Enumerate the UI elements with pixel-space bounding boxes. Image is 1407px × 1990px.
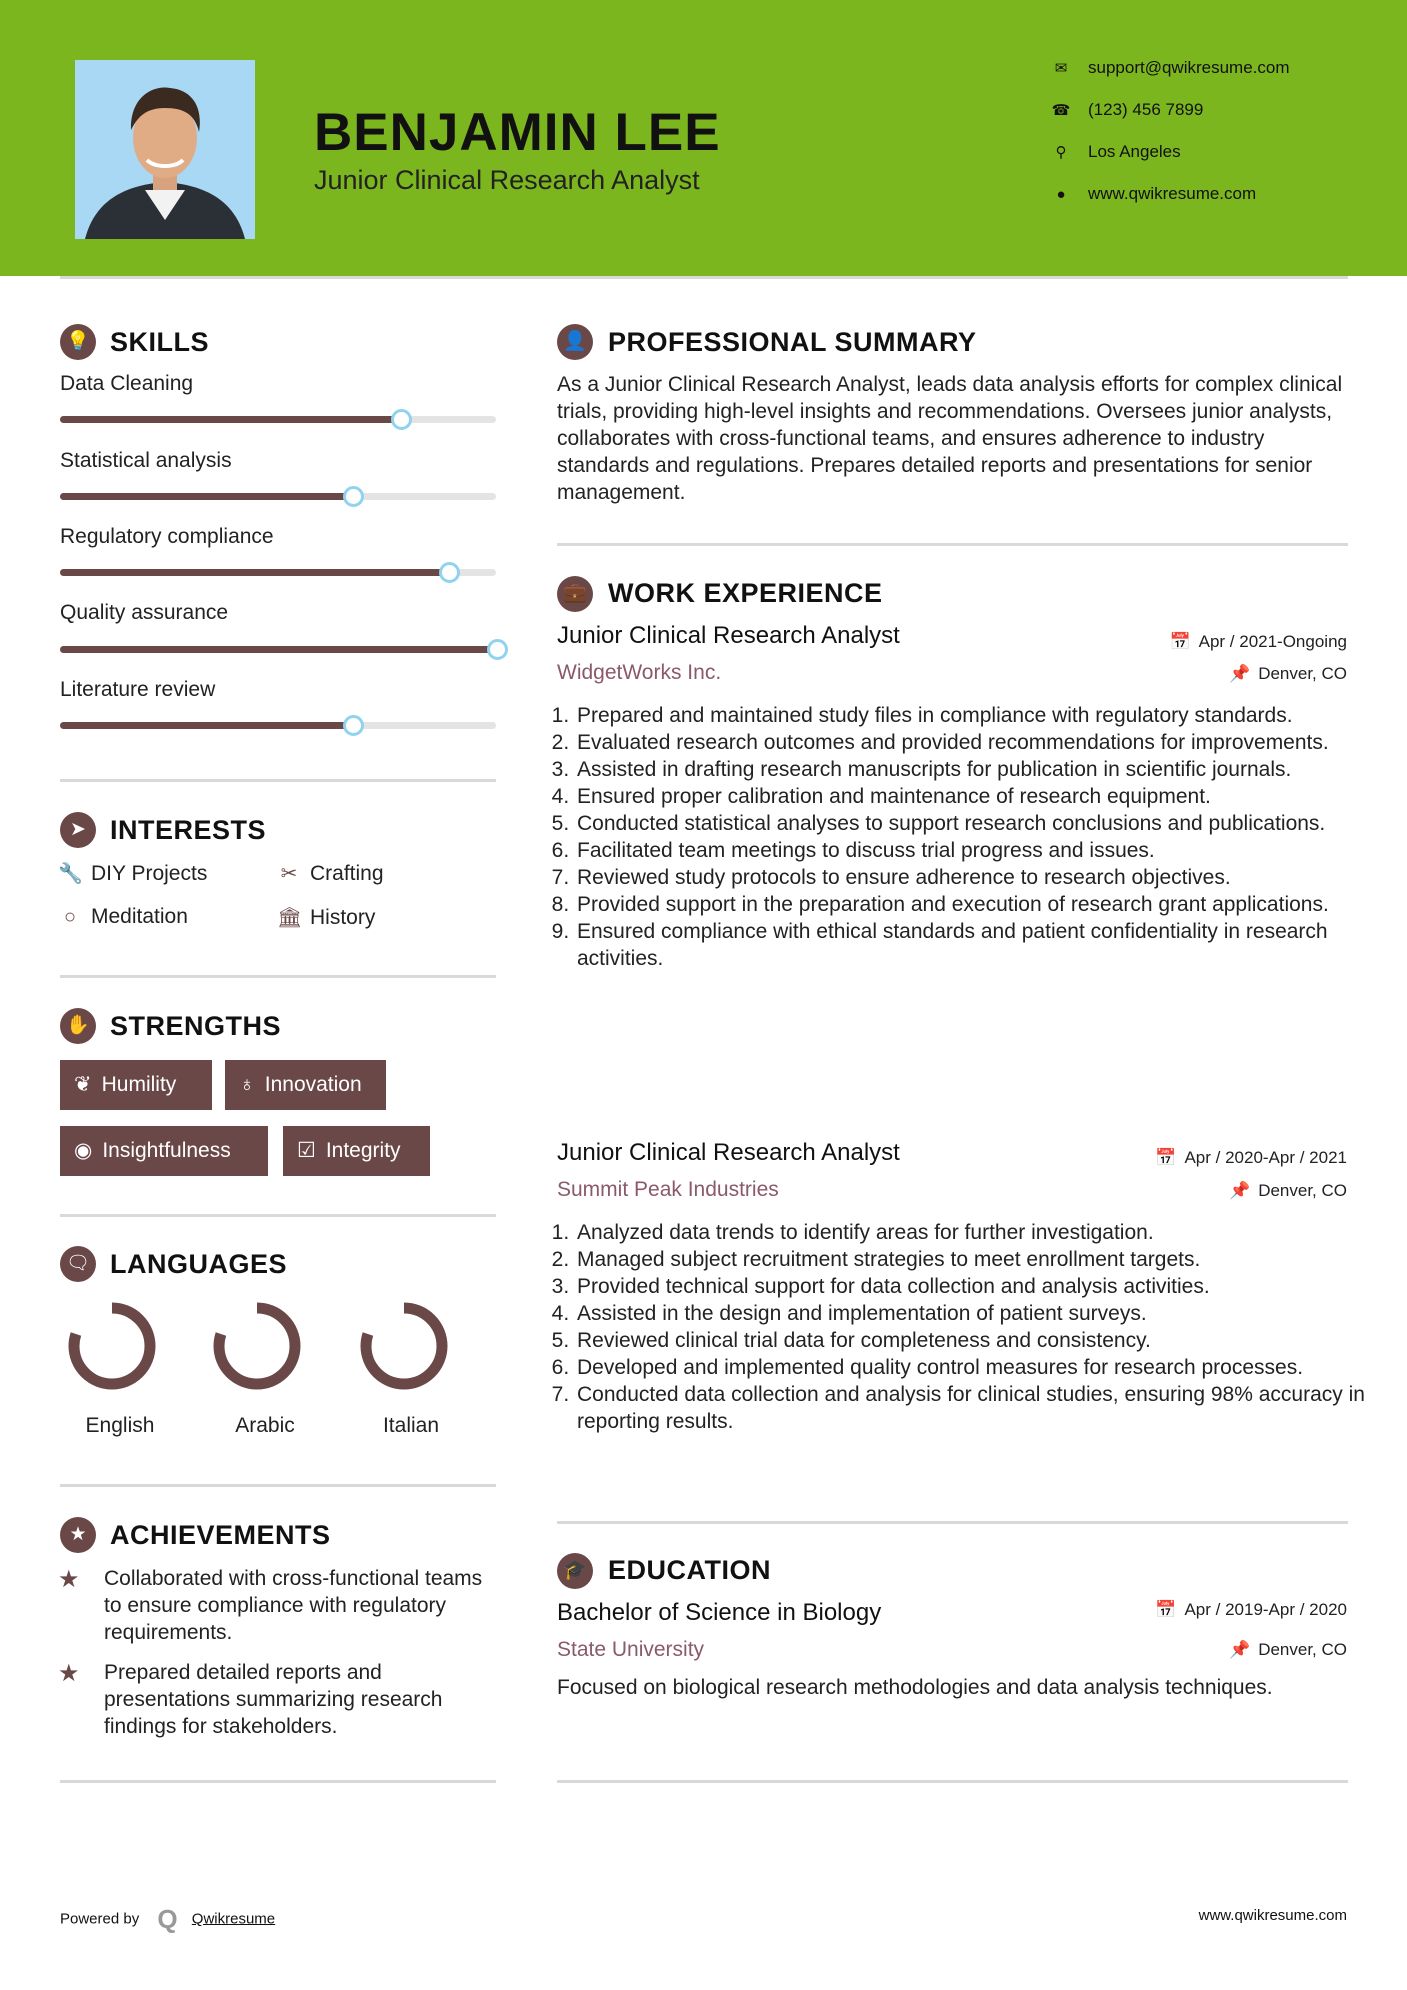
user-icon: 👤 [557, 324, 593, 360]
job-title: Junior Clinical Research Analyst [557, 622, 900, 649]
job-location: 📌 Denver, CO [1229, 1181, 1347, 1200]
eye-icon: ◉ [74, 1139, 93, 1162]
skill-bar-knob [343, 486, 364, 507]
contact-email[interactable]: ✉ support@qwikresume.com [1050, 58, 1290, 78]
skill-bar-knob [487, 639, 508, 660]
skill-bar-fill [60, 722, 352, 729]
calendar-icon: 📅 [1169, 632, 1191, 651]
pin-icon: 📌 [1229, 664, 1251, 683]
shooting-star-icon: ★ [58, 1566, 80, 1593]
interest-item: ○ Meditation [58, 905, 188, 929]
duty-item: 6. Facilitated team meetings to discuss trial progress and issues. [575, 837, 1365, 864]
lightbulb-icon: 💡 [60, 324, 96, 360]
raised-hand-icon: ✋ [60, 1008, 96, 1044]
duty-item: 2. Managed subject recruitment strategies to meet enrollment targets. [575, 1246, 1365, 1273]
skill-label: Data Cleaning [60, 372, 194, 395]
leaf-icon: ❦ [74, 1073, 92, 1096]
duty-item: 5. Conducted statistical analyses to support research conclusions and publications. [575, 810, 1365, 837]
skill-bar-fill [60, 569, 448, 576]
language-ring [213, 1302, 301, 1390]
globe-icon: ● [1056, 186, 1066, 203]
strength-badge: ♁ Innovation [225, 1060, 386, 1110]
strength-badge: ❦ Humility [60, 1060, 212, 1110]
language-ring [68, 1302, 156, 1390]
duty-item: 7. Reviewed study protocols to ensure adherence to research objectives. [575, 864, 1365, 891]
education-description: Focused on biological research methodologies and data analysis techniques. [557, 1676, 1273, 1699]
contact-location: ⚲ Los Angeles [1050, 142, 1181, 162]
languages-heading: LANGUAGES [110, 1249, 288, 1279]
pin-icon: 📌 [1229, 1181, 1251, 1200]
skill-bar-knob [439, 562, 460, 583]
degree: Bachelor of Science in Biology [557, 1599, 882, 1626]
header-banner [0, 0, 1407, 276]
skill-bar-fill [60, 416, 400, 423]
summary-heading: PROFESSIONAL SUMMARY [608, 327, 977, 357]
calendar-icon: 📅 [1155, 1600, 1177, 1619]
scissors-icon: ✂ [280, 863, 298, 885]
school-name: State University [557, 1638, 705, 1661]
header-divider [60, 276, 1348, 279]
skill-bar [60, 722, 496, 729]
skill-bar-knob [391, 409, 412, 430]
skill-bar-fill [60, 493, 352, 500]
section-divider [557, 543, 1348, 546]
lightbulb-icon: ♁ [239, 1073, 255, 1096]
skill-bar [60, 646, 496, 653]
job-duties [557, 702, 1365, 972]
profile-photo [75, 60, 255, 239]
shooting-star-icon: ★ [58, 1660, 80, 1687]
skill-label: Statistical analysis [60, 449, 232, 472]
duty-item: 7. Conducted data collection and analysis for clinical studies, ensuring 98% accuracy in reporting results. [575, 1381, 1365, 1435]
section-divider [557, 1780, 1348, 1783]
strength-badge: ☑ Integrity [283, 1126, 430, 1176]
duty-item: 4. Ensured proper calibration and maintenance of research equipment. [575, 783, 1365, 810]
duty-item: 3. Assisted in drafting research manuscripts for publication in scientific journals. [575, 756, 1365, 783]
education-location: 📌 Denver, CO [1229, 1640, 1347, 1659]
graduation-icon: 🎓 [557, 1553, 593, 1589]
museum-icon: 🏛 [277, 907, 303, 929]
language-ring [360, 1302, 448, 1390]
skill-label: Quality assurance [60, 601, 229, 624]
duty-item: 8. Provided support in the preparation and execution of research grant applications. [575, 891, 1365, 918]
skill-label: Literature review [60, 678, 216, 701]
duty-item: 5. Reviewed clinical trial data for completeness and consistency. [575, 1327, 1365, 1354]
job-dates: 📅 Apr / 2021-Ongoing [1169, 632, 1347, 651]
qwikresume-logo-icon: Q [157, 1904, 178, 1934]
section-divider [60, 1214, 496, 1217]
calendar-icon: 📅 [1155, 1148, 1177, 1167]
language-name: Italian [382, 1414, 440, 1437]
wrench-icon: 🔧 [58, 863, 83, 885]
job-dates: 📅 Apr / 2020-Apr / 2021 [1155, 1148, 1347, 1167]
circle-icon: ○ [63, 906, 77, 928]
interest-item: ✂ Crafting [277, 861, 384, 886]
checkbox-icon: ☑ [297, 1139, 316, 1162]
powered-by: Powered by Q Qwikresume [60, 1904, 276, 1934]
skill-bar-knob [343, 715, 364, 736]
achievement-item: Collaborated with cross-functional teams to ensure compliance with regulatory requirements. [104, 1567, 483, 1644]
candidate-title: Junior Clinical Research Analyst [314, 165, 700, 195]
skill-bar [60, 569, 496, 576]
language-name: English [85, 1414, 155, 1437]
strength-badge: ◉ Insightfulness [60, 1126, 268, 1176]
briefcase-icon: 💼 [557, 576, 593, 612]
company-name: WidgetWorks Inc. [557, 661, 722, 684]
education-dates: 📅 Apr / 2019-Apr / 2020 [1155, 1600, 1347, 1619]
achievement-item: Prepared detailed reports and presentations summarizing research findings for stakeholders. [104, 1661, 443, 1738]
envelope-icon: ✉ [1054, 60, 1068, 77]
interest-item: 🔧 DIY Projects [58, 862, 208, 885]
summary-text: As a Junior Clinical Research Analyst, leads data analysis efforts for complex clinical trials, providing high-level insights and recommendations. Oversees junior analysts, collaborates with cross-functional teams, and ensures adherence to industry standards and regulations. Prepares detailed reports and presentations for senior management. [557, 373, 1343, 504]
skill-bar [60, 493, 496, 500]
interest-item: 🏛 History [277, 906, 376, 929]
skill-bar-fill [60, 646, 496, 653]
footer-url[interactable]: www.qwikresume.com [1198, 1907, 1347, 1924]
contact-phone[interactable]: ☎ (123) 456 7899 [1051, 100, 1204, 119]
achievements-heading: ACHIEVEMENTS [110, 1520, 331, 1550]
duty-item: 2. Evaluated research outcomes and provided recommendations for improvements. [575, 729, 1365, 756]
contact-website[interactable]: ● www.qwikresume.com [1050, 184, 1256, 204]
education-heading: EDUCATION [608, 1555, 771, 1585]
skill-bar [60, 416, 496, 423]
candidate-name: BENJAMIN LEE [314, 103, 721, 162]
pin-icon: 📌 [1229, 1640, 1251, 1659]
duty-item: 1. Analyzed data trends to identify areas for further investigation. [575, 1219, 1365, 1246]
interests-heading: INTERESTS [110, 815, 267, 845]
section-divider [60, 1484, 496, 1487]
language-icon: 🗨 [60, 1246, 96, 1282]
phone-icon: ☎ [1051, 102, 1071, 119]
section-divider [60, 975, 496, 978]
duty-item: 3. Provided technical support for data collection and analysis activities. [575, 1273, 1365, 1300]
duty-item: 1. Prepared and maintained study files in compliance with regulatory standards. [575, 702, 1365, 729]
paper-plane-icon: ➤ [60, 812, 96, 848]
job-location: 📌 Denver, CO [1229, 664, 1347, 683]
duty-item: 9. Ensured compliance with ethical standards and patient confidentiality in research activities. [575, 918, 1365, 972]
strengths-heading: STRENGTHS [110, 1011, 282, 1041]
company-name: Summit Peak Industries [557, 1178, 779, 1201]
star-badge-icon: ★ [60, 1517, 96, 1553]
section-divider [60, 779, 496, 782]
skills-heading: SKILLS [110, 327, 210, 357]
job-duties [557, 1219, 1365, 1435]
section-divider [60, 1780, 496, 1783]
duty-item: 4. Assisted in the design and implementation of patient surveys. [575, 1300, 1365, 1327]
duty-item: 6. Developed and implemented quality control measures for research processes. [575, 1354, 1365, 1381]
skill-label: Regulatory compliance [60, 525, 274, 548]
qwikresume-link[interactable]: Qwikresume [191, 1910, 276, 1928]
experience-heading: WORK EXPERIENCE [608, 578, 883, 608]
section-divider [557, 1521, 1348, 1524]
map-pin-icon: ⚲ [1055, 144, 1067, 161]
language-name: Arabic [235, 1414, 295, 1437]
job-title: Junior Clinical Research Analyst [557, 1139, 900, 1166]
